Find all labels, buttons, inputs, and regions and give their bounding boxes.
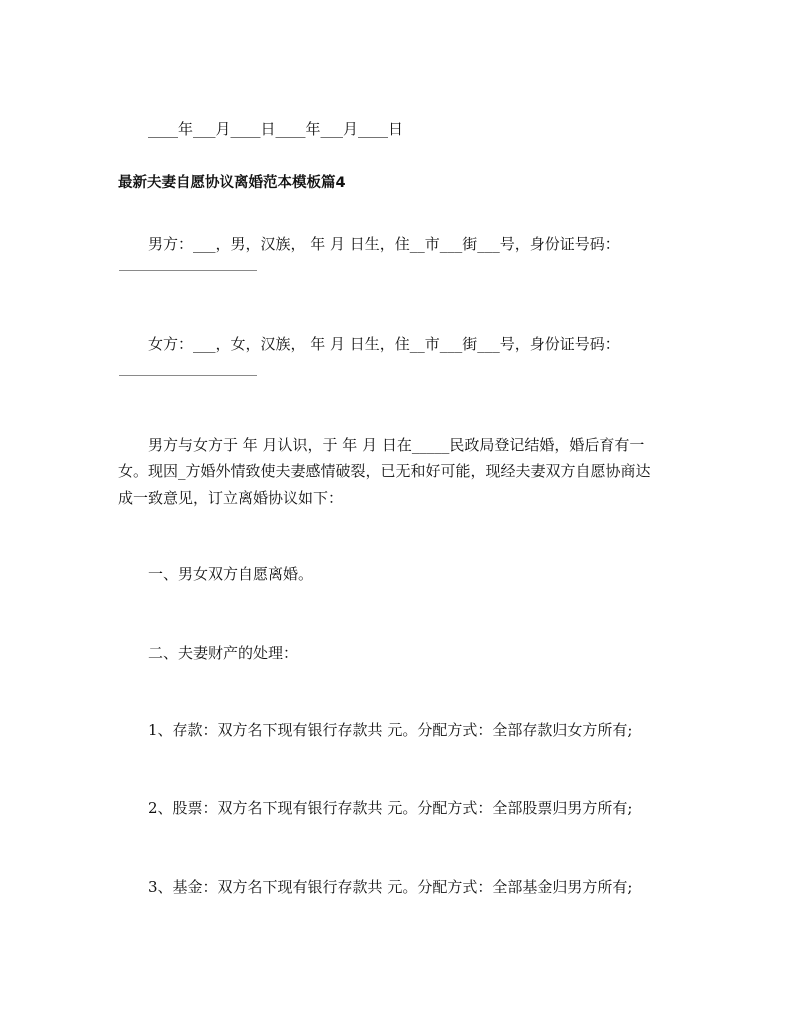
section-title: 最新夫妻自愿协议离婚范本模板篇4: [118, 175, 346, 191]
intro-paragraph-line-1: 男方与女方于 年 月认识，于 年 月 日在_____民政局登记结婚，婚后育有一: [148, 436, 645, 454]
intro-paragraph-line-3: 成一致意见，订立离婚协议如下：: [118, 489, 344, 507]
husband-id-number-blank: [119, 270, 257, 271]
intro-paragraph-line-2: 女。现因_方婚外情致使夫妻感情破裂，已无和好可能，现经夫妻双方自愿协商达: [118, 462, 651, 480]
property-item-2: 2、股票：双方名下现有银行存款共 元。分配方式：全部股票归男方所有;: [148, 799, 633, 817]
clause-2: 二、夫妻财产的处理：: [148, 644, 299, 662]
clause-1: 一、男女双方自愿离婚。: [148, 565, 314, 583]
wife-id-number-blank: [119, 375, 257, 376]
wife-info-line: 女方：___，女，汉族， 年 月 日生，住__市___街___号，身份证号码：: [148, 335, 620, 353]
husband-info-line: 男方：___，男，汉族， 年 月 日生，住__市___街___号，身份证号码：: [148, 235, 620, 253]
property-item-1: 1、存款：双方名下现有银行存款共 元。分配方式：全部存款归女方所有;: [148, 721, 633, 739]
property-item-3: 3、基金：双方名下现有银行存款共 元。分配方式：全部基金归男方所有;: [148, 878, 633, 896]
date-line: ____年___月____日____年___月____日: [148, 120, 404, 138]
